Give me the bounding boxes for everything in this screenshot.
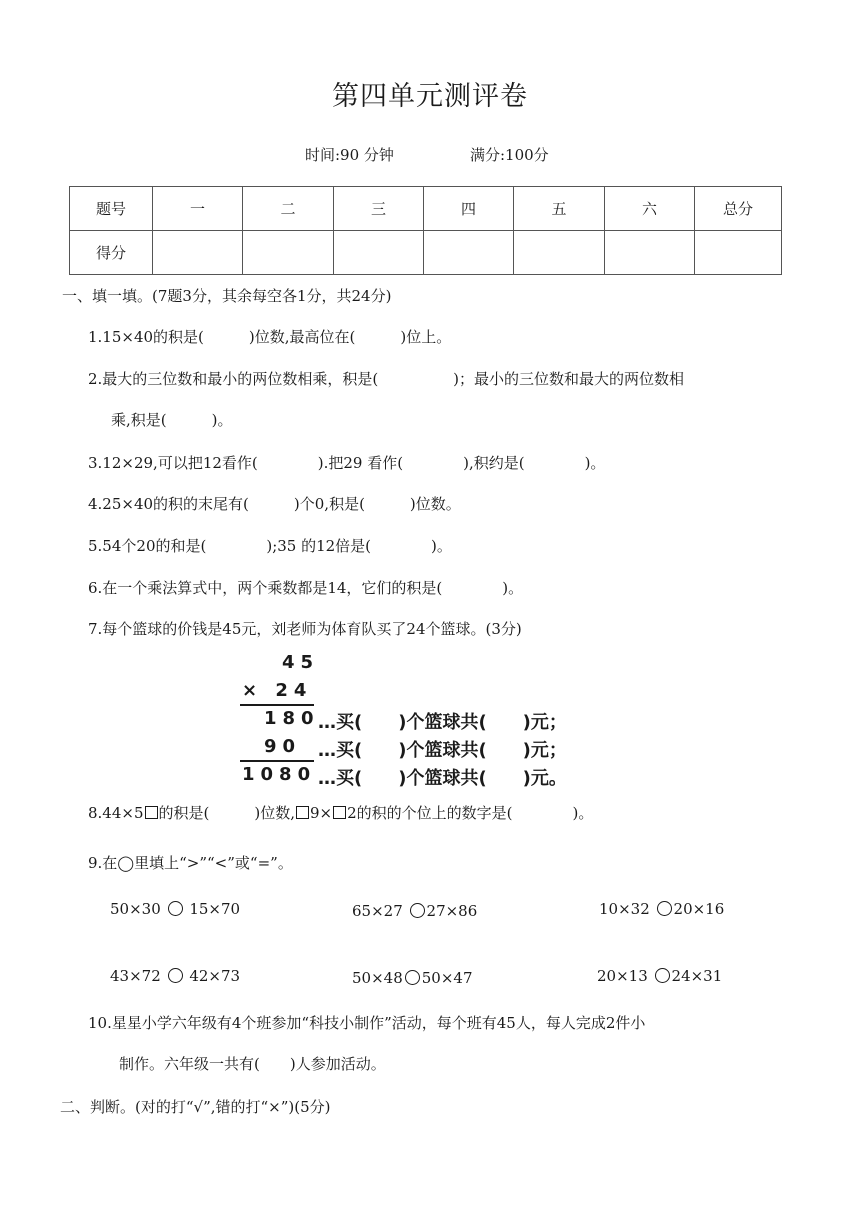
compare-item [352,902,477,920]
question-10-line-1: 10.星星小学六年级有4个班参加“科技小制作”活动，每个班有45人，每人完成2件小 [88,1014,646,1032]
table-row-label: 得分 [70,231,153,275]
compare-circle-icon[interactable] [657,901,672,916]
question-6: 6.在一个乘法算式中，两个乘数都是14，它们的积是( )。 [88,579,524,597]
compare-right: 15×70 [189,900,241,918]
score-table-header-row [70,187,782,231]
compare-circle-icon[interactable] [655,968,670,983]
page-title: 第四单元测评卷 [332,81,528,112]
compare-circle-icon[interactable] [405,970,420,985]
table-header-cell: 一 [153,187,243,231]
score-table [69,186,782,275]
question-8-part: 的积是( )位数, [158,804,295,822]
compare-circle-icon[interactable] [410,903,425,918]
compare-right: 20×16 [673,900,725,918]
compare-circle-icon[interactable] [168,968,183,983]
question-7: 7.每个篮球的价钱是45元，刘老师为体育队买了24个篮球。(3分) [88,620,522,638]
score-cell[interactable] [334,231,424,275]
compare-left: 10×32 [599,900,650,918]
table-header-cell: 五 [514,187,605,231]
compare-circle-icon[interactable] [168,901,183,916]
partial-product-2-label: …买( )个篮球共( )元； [318,740,567,761]
score-cell[interactable] [605,231,695,275]
question-2-line-1: 2.最大的三位数和最小的两位数相乘，积是( )；最小的三位数和最大的两位数相 [88,370,685,388]
question-8-part: 8.44×5 [88,804,144,822]
full-score-label: 满分:100分 [470,146,549,164]
table-header-cell: 三 [334,187,424,231]
question-1: 1.15×40的积是( )位数,最高位在( )位上。 [88,328,452,346]
compare-left: 50×48 [352,969,403,987]
score-cell[interactable] [514,231,605,275]
question-8-part: 9× [310,804,333,822]
question-9: 9.在◯里填上“>”“<”或“=”。 [88,854,293,872]
question-3: 3.12×29,可以把12看作( ).把29 看作( ),积约是( )。 [88,454,606,472]
compare-left: 65×27 [352,902,403,920]
question-10-line-2: 制作。六年级一共有( )人参加活动。 [119,1055,386,1073]
partial-product-1-label: …买( )个篮球共( )元； [318,712,567,733]
multiplication-figure [238,650,598,790]
compare-item [110,900,240,918]
blank-box-icon [296,806,309,819]
multiplier: × 24 [242,680,313,701]
compare-item [352,969,473,987]
compare-left: 50×30 [110,900,161,918]
question-2-line-2: 乘,积是( )。 [111,411,233,429]
compare-left: 20×13 [597,967,648,985]
section1-heading: 一、填一填。(7题3分，其余每空各1分，共24分) [62,287,392,305]
question-8-part: 2的积的个位上的数字是( )。 [347,804,594,822]
final-product: 1080 [242,764,317,785]
compare-right: 42×73 [189,967,241,985]
question-8 [88,802,593,823]
table-header-cell: 总分 [695,187,782,231]
table-header-cell: 六 [605,187,695,231]
blank-box-icon [333,806,346,819]
score-table-score-row [70,231,782,275]
score-cell[interactable] [695,231,782,275]
calc-rule [240,704,314,706]
compare-item [597,967,722,985]
multiplicand: 45 [282,652,320,673]
compare-right: 27×86 [426,902,478,920]
compare-item [599,900,724,918]
score-cell[interactable] [153,231,243,275]
table-header-cell: 题号 [70,187,153,231]
score-cell[interactable] [243,231,334,275]
blank-box-icon [145,806,158,819]
compare-right: 50×47 [421,969,473,987]
compare-left: 43×72 [110,967,161,985]
score-cell[interactable] [424,231,514,275]
compare-item [110,967,240,985]
calc-rule [240,760,314,762]
table-header-cell: 二 [243,187,334,231]
partial-product-2: 90 [264,736,302,757]
section2-heading: 二、判断。(对的打“√”,错的打“×”)(5分) [60,1098,331,1116]
time-label: 时间:90 分钟 [305,146,394,164]
final-product-label: …买( )个篮球共( )元。 [318,768,567,789]
compare-right: 24×31 [671,967,723,985]
table-header-cell: 四 [424,187,514,231]
partial-product-1: 180 [264,708,320,729]
question-5: 5.54个20的和是( );35 的12倍是( )。 [88,537,452,555]
question-4: 4.25×40的积的末尾有( )个0,积是( )位数。 [88,495,461,513]
